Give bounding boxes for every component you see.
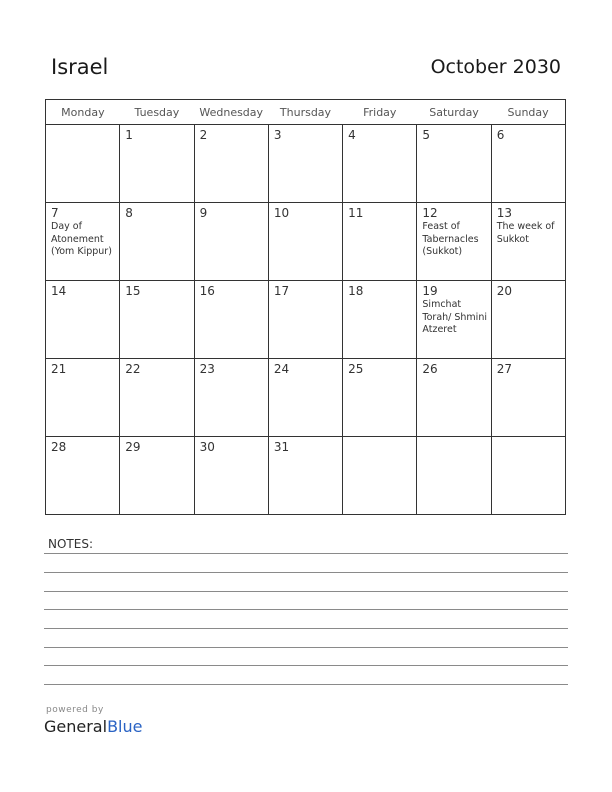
day-number: 13: [496, 206, 512, 220]
holiday-label: [120, 220, 193, 221]
generalblue-logo: [44, 717, 142, 736]
logo-general-text: General: [44, 717, 108, 736]
day-number: 6: [496, 128, 505, 142]
holiday-label: [492, 376, 565, 377]
holiday-label: [417, 376, 490, 377]
holiday-label: [195, 376, 268, 377]
holiday-label: Day of Atonement (Yom Kippur): [51, 221, 112, 257]
note-line: [44, 591, 568, 592]
day-cell: [343, 437, 417, 515]
month-year-title: October 2030: [430, 56, 561, 78]
day-cell: [120, 203, 194, 281]
day-cell: [268, 281, 342, 359]
holiday-label: [343, 142, 416, 143]
week-row-5: [46, 437, 566, 515]
weekday-header-row: [46, 100, 566, 125]
day-number: 8: [125, 206, 133, 220]
holiday-label: [195, 220, 268, 221]
day-cell: [417, 281, 491, 359]
holiday-label: [46, 376, 119, 377]
day-number: 22: [125, 362, 141, 376]
day-cell: [417, 125, 491, 203]
day-number: 5: [422, 128, 431, 142]
day-number: 30: [199, 440, 215, 454]
holiday-label: [343, 298, 416, 299]
week-row-3: [46, 281, 566, 359]
day-cell: [491, 281, 565, 359]
day-cell: [194, 281, 268, 359]
calendar-grid: [45, 99, 566, 515]
holiday-label: [343, 376, 416, 377]
day-number: 9: [199, 206, 208, 220]
day-cell: [491, 359, 565, 437]
powered-by-text: powered by: [46, 705, 104, 715]
day-number: 25: [348, 362, 364, 376]
weekday-sunday: Sunday: [491, 100, 565, 125]
day-number: 20: [496, 284, 512, 298]
note-line: [44, 684, 568, 685]
day-cell: [491, 125, 565, 203]
holiday-label: [120, 454, 193, 455]
holiday-label: [269, 298, 342, 299]
weekday-friday: Friday: [343, 100, 417, 125]
holiday-label: [492, 142, 565, 143]
day-number: 12: [422, 206, 438, 220]
weekday-tuesday: Tuesday: [120, 100, 194, 125]
day-number: 23: [199, 362, 215, 376]
day-cell: [491, 203, 565, 281]
day-number: 16: [199, 284, 215, 298]
country-title: Israel: [51, 55, 109, 79]
day-number: 15: [125, 284, 141, 298]
day-number: 18: [348, 284, 364, 298]
logo-blue-text: Blue: [107, 717, 143, 736]
day-cell: [120, 359, 194, 437]
day-cell: [343, 203, 417, 281]
day-cell: [268, 203, 342, 281]
weekday-monday: Monday: [46, 100, 120, 125]
holiday-label: [492, 440, 565, 441]
holiday-label: [269, 454, 342, 455]
note-line: [44, 647, 568, 648]
holiday-label: [269, 142, 342, 143]
day-cell: [343, 359, 417, 437]
day-number: 29: [125, 440, 141, 454]
holiday-label: [269, 220, 342, 221]
holiday-label: [195, 298, 268, 299]
holiday-label: [417, 142, 490, 143]
holiday-label: Feast of Tabernacles (Sukkot): [422, 221, 479, 257]
day-cell: [268, 359, 342, 437]
day-number: 17: [273, 284, 290, 298]
day-cell: [120, 125, 194, 203]
day-cell: [46, 437, 120, 515]
day-number: 28: [51, 440, 67, 454]
holiday-label: [120, 298, 193, 299]
day-cell: [417, 437, 491, 515]
note-line: [44, 609, 568, 610]
holiday-label: [343, 220, 416, 221]
day-cell: [46, 281, 120, 359]
day-cell: [417, 359, 491, 437]
day-cell: [194, 125, 268, 203]
holiday-label: [120, 142, 193, 143]
day-cell: [417, 203, 491, 281]
day-number: 10: [273, 206, 290, 220]
weekday-wednesday: Wednesday: [194, 100, 268, 125]
day-number: 14: [51, 284, 67, 298]
weekday-saturday: Saturday: [417, 100, 491, 125]
day-cell: [194, 437, 268, 515]
day-number: 21: [51, 362, 67, 376]
day-number: 4: [348, 128, 356, 142]
day-number: 2: [199, 128, 208, 142]
day-cell: [120, 281, 194, 359]
day-number: 19: [422, 284, 438, 298]
holiday-label: [195, 142, 268, 143]
day-cell: [268, 125, 342, 203]
holiday-label: [195, 454, 268, 455]
day-number: 1: [125, 128, 133, 142]
week-row-2: [46, 203, 566, 281]
holiday-label: [46, 128, 119, 129]
day-cell: [343, 281, 417, 359]
weekday-thursday: Thursday: [268, 100, 342, 125]
week-row-4: [46, 359, 566, 437]
day-cell: [268, 437, 342, 515]
holiday-label: [343, 440, 416, 441]
day-number: 7: [51, 206, 59, 220]
day-cell: [491, 437, 565, 515]
day-cell: [343, 125, 417, 203]
day-cell: [120, 437, 194, 515]
holiday-label: The week of Sukkot: [496, 221, 555, 245]
day-number: 26: [422, 362, 438, 376]
holiday-label: [46, 454, 119, 455]
note-line: [44, 572, 568, 573]
day-number: 3: [273, 128, 282, 142]
notes-label: NOTES:: [48, 537, 93, 551]
day-number: 31: [273, 440, 290, 454]
day-cell: [46, 203, 120, 281]
day-cell: [194, 203, 268, 281]
holiday-label: [120, 376, 193, 377]
holiday-label: [269, 376, 342, 377]
holiday-label: [417, 440, 490, 441]
holiday-label: [46, 298, 119, 299]
week-row-1: [46, 125, 566, 203]
day-cell: [194, 359, 268, 437]
day-number: 11: [348, 206, 364, 220]
day-cell: [46, 125, 120, 203]
note-line: [44, 553, 568, 554]
holiday-label: Simchat Torah/ Shmini Atzeret: [422, 299, 487, 335]
day-number: 27: [496, 362, 512, 376]
note-line: [44, 665, 568, 666]
holiday-label: [492, 298, 565, 299]
day-number: 24: [273, 362, 290, 376]
day-cell: [46, 359, 120, 437]
note-line: [44, 628, 568, 629]
